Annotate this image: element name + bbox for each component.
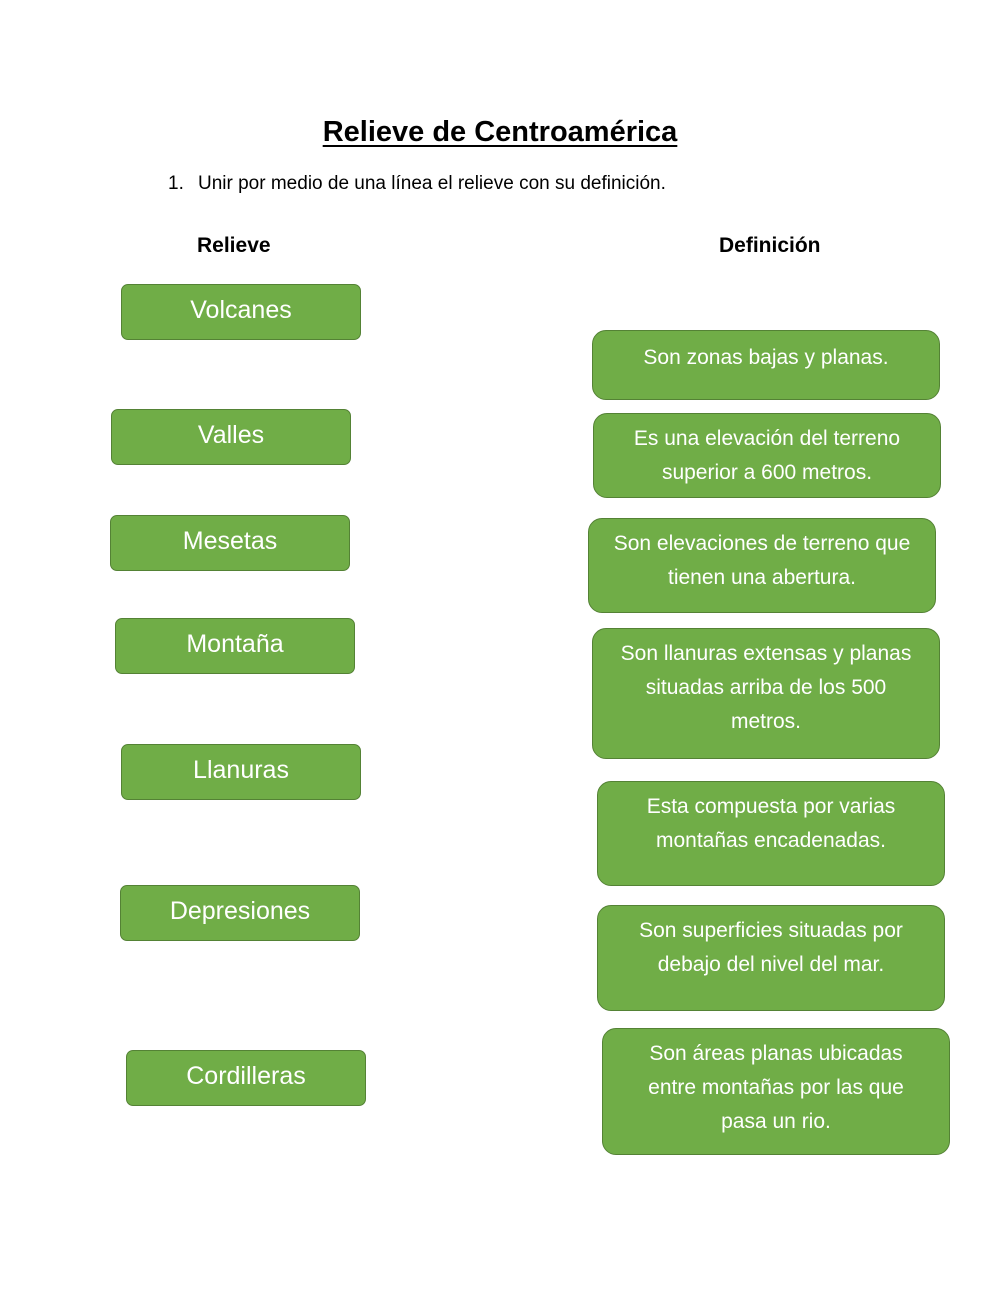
term-valles[interactable]: Valles bbox=[111, 409, 351, 465]
definition-4[interactable]: Son llanuras extensas y planas situadas arriba de los 500 metros. bbox=[592, 628, 940, 759]
term-mesetas[interactable]: Mesetas bbox=[110, 515, 350, 571]
term-llanuras[interactable]: Llanuras bbox=[121, 744, 361, 800]
term-volcanes[interactable]: Volcanes bbox=[121, 284, 361, 340]
term-depresiones[interactable]: Depresiones bbox=[120, 885, 360, 941]
term-montana[interactable]: Montaña bbox=[115, 618, 355, 674]
definition-3[interactable]: Son elevaciones de terreno que tienen una abertura. bbox=[588, 518, 936, 613]
definition-1[interactable]: Son zonas bajas y planas. bbox=[592, 330, 940, 400]
page-title: Relieve de Centroamérica bbox=[322, 116, 678, 148]
instruction-text: Unir por medio de una línea el relieve con su definición. bbox=[198, 173, 666, 194]
instruction-number: 1. bbox=[168, 173, 184, 194]
definition-6[interactable]: Son superficies situadas por debajo del nivel del mar. bbox=[597, 905, 945, 1011]
definition-2[interactable]: Es una elevación del terreno superior a 600 metros. bbox=[593, 413, 941, 498]
term-cordilleras[interactable]: Cordilleras bbox=[126, 1050, 366, 1106]
definition-5[interactable]: Esta compuesta por varias montañas encadenadas. bbox=[597, 781, 945, 886]
definition-7[interactable]: Son áreas planas ubicadas entre montañas por las que pasa un rio. bbox=[602, 1028, 950, 1155]
definicion-column-header: Definición bbox=[719, 234, 821, 257]
relieve-column-header: Relieve bbox=[197, 234, 271, 257]
instruction bbox=[168, 173, 666, 195]
